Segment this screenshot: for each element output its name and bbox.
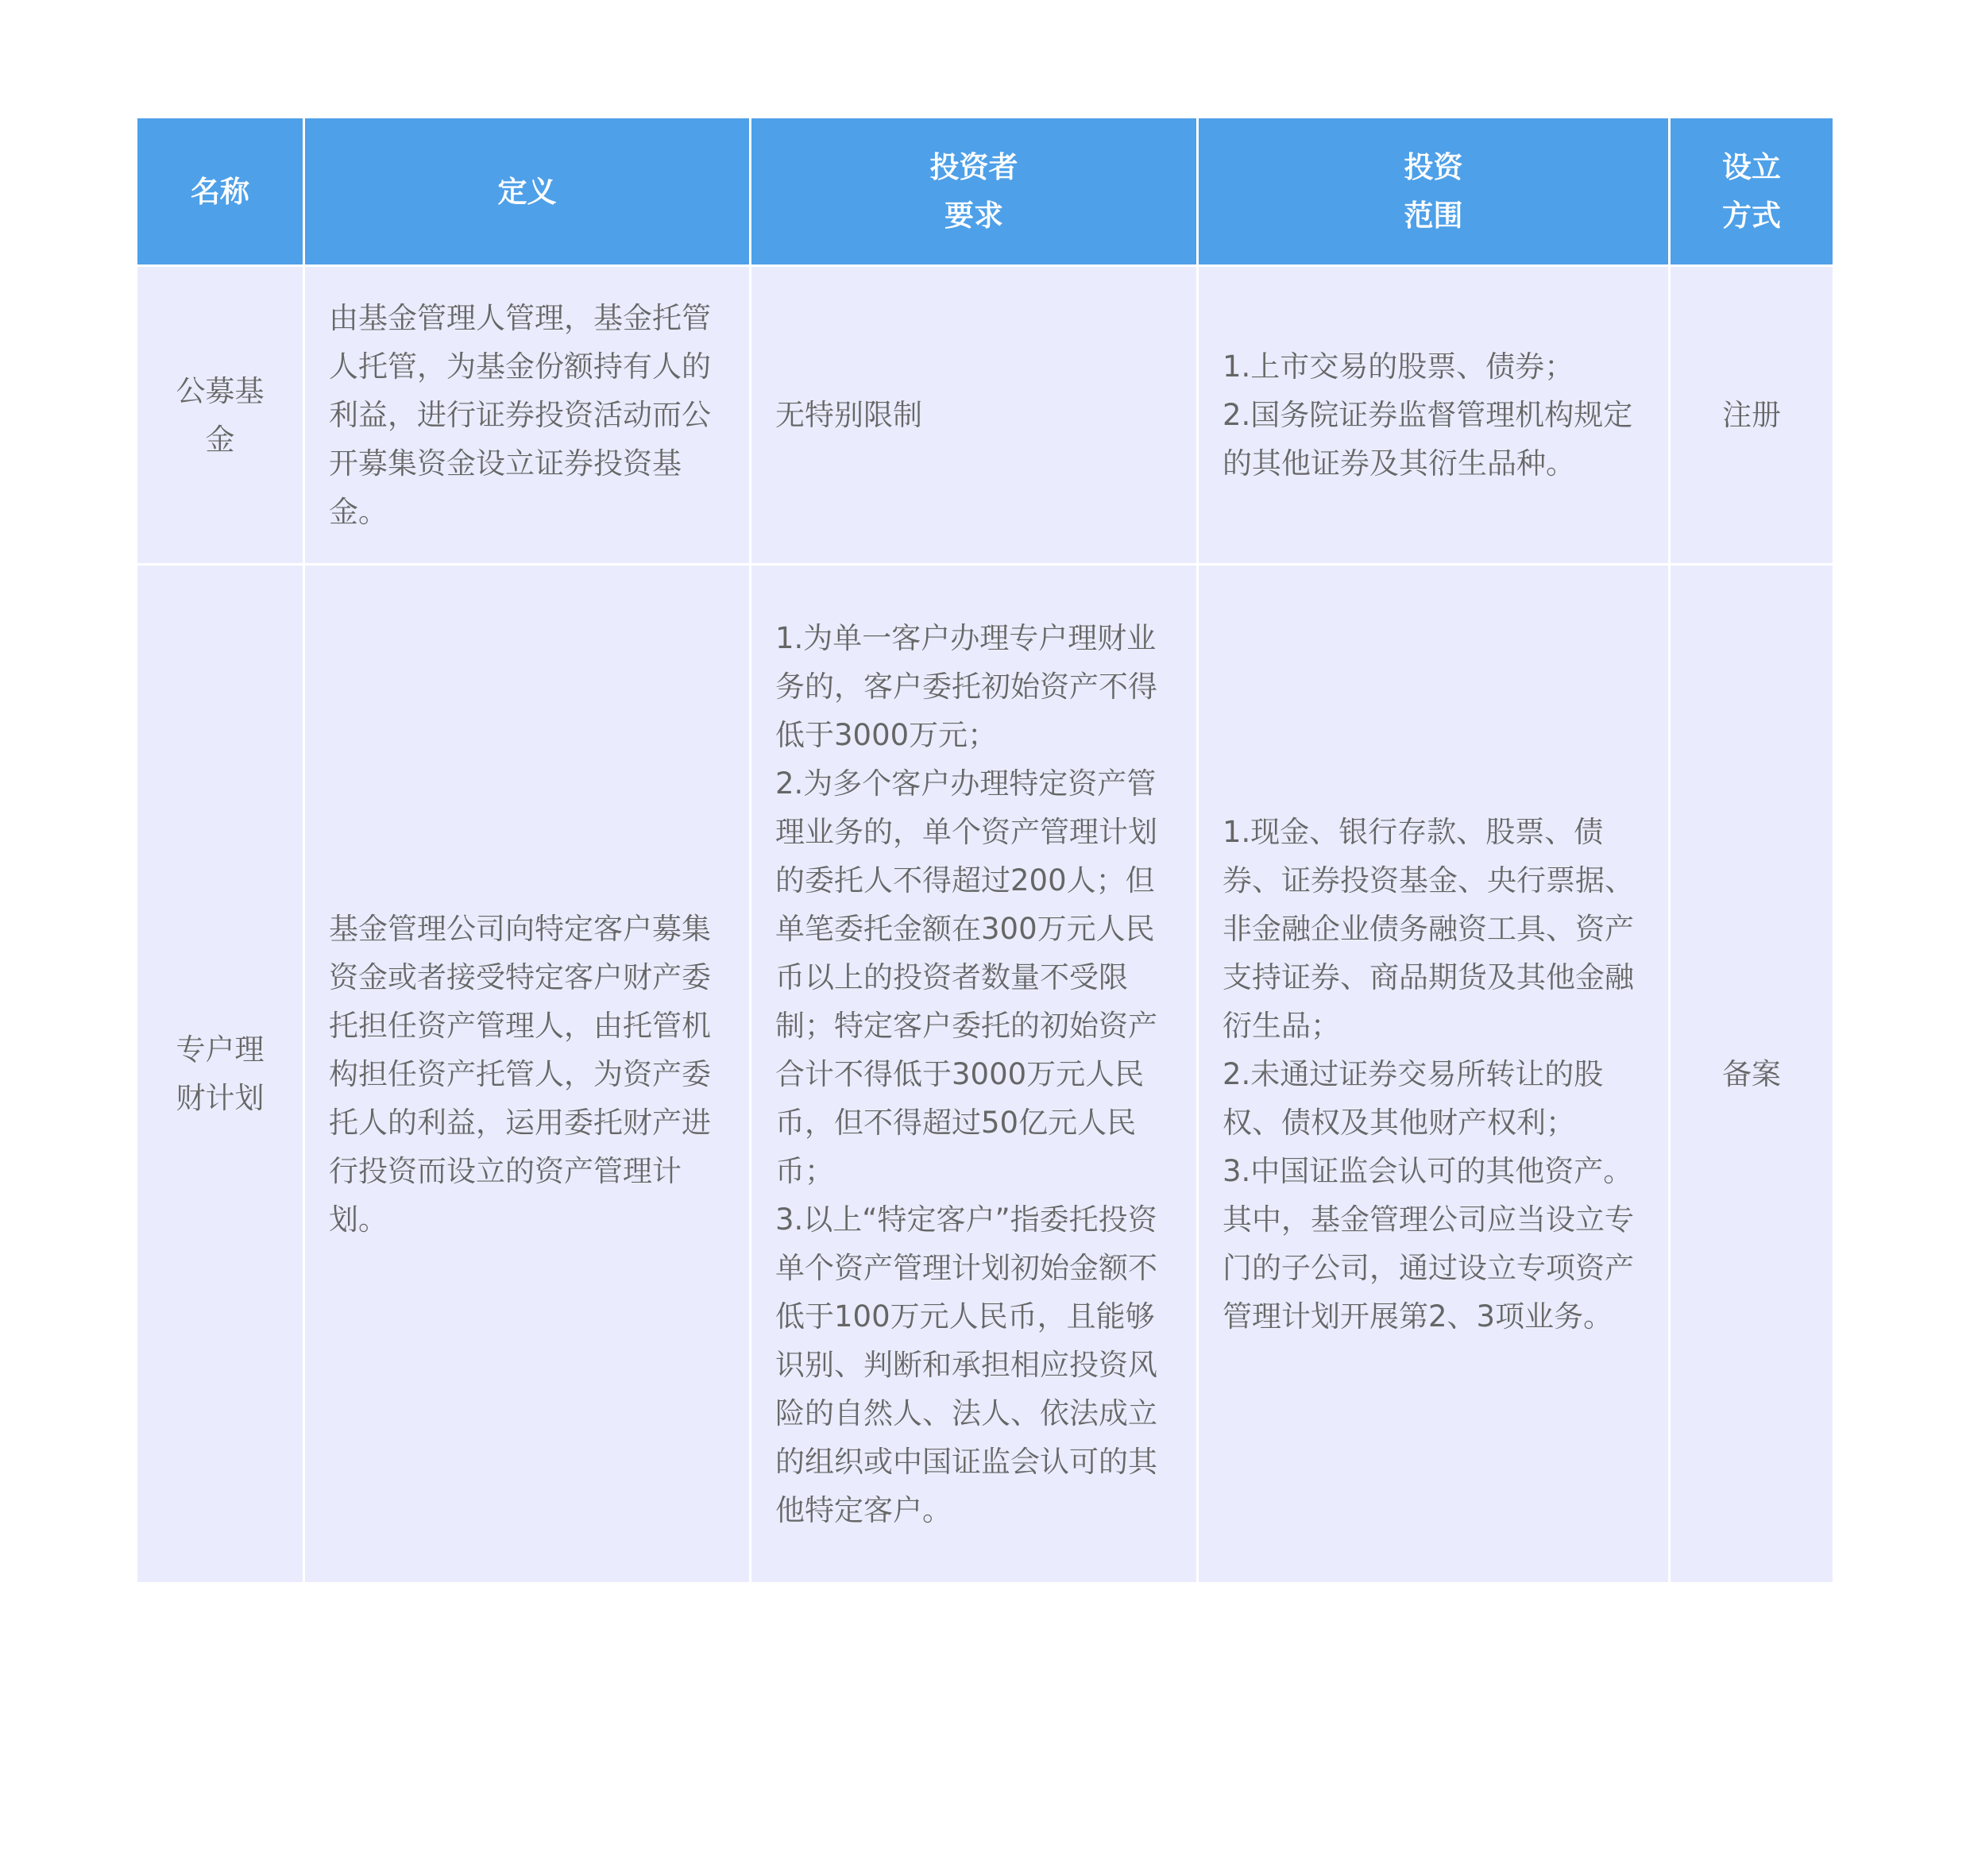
cell-investment-scope: 1.上市交易的股票、债券； 2.国务院证券监督管理机构规定的其他证券及其衍生品种。 <box>1198 266 1670 565</box>
table-row <box>137 266 1834 565</box>
cell-setup-method: 注册 <box>1670 266 1834 565</box>
cell-name: 专户理 财计划 <box>137 565 304 1584</box>
table-row <box>137 565 1834 1584</box>
header-definition: 定义 <box>304 118 751 266</box>
cell-setup-method: 备案 <box>1670 565 1834 1584</box>
header-name: 名称 <box>137 118 304 266</box>
header-investment-scope: 投资 范围 <box>1198 118 1670 266</box>
header-setup-method: 设立 方式 <box>1670 118 1834 266</box>
cell-name: 公募基 金 <box>137 266 304 565</box>
table-header-row <box>137 118 1834 266</box>
cell-definition: 基金管理公司向特定客户募集资金或者接受特定客户财产委托担任资产管理人，由托管机构担任资产托管人，为资产委托人的利益，运用委托财产进行投资而设立的资产管理计划。 <box>304 565 751 1584</box>
cell-investor-requirement: 1.为单一客户办理专户理财业务的，客户委托初始资产不得低于3000万元； 2.为多个客户办理特定资产管理业务的，单个资产管理计划的委托人不得超过200人；但单笔委托金额在300万元人民币以上的投资者数量不受限制；特定客户委托的初始资产合计不得低于3000万元人民币，但不得超过50亿元人民币； 3.以上“特定客户”指委托投资单个资产管理计划初始金额不低于100万元人民币，且能够识别、判断和承担相应投资风险的自然人、法人、依法成立的组织或中国证监会认可的其他特定客户。 <box>751 565 1198 1584</box>
header-investor-requirement: 投资者 要求 <box>751 118 1198 266</box>
cell-definition: 由基金管理人管理，基金托管人托管，为基金份额持有人的利益，进行证券投资活动而公开募集资金设立证券投资基金。 <box>304 266 751 565</box>
cell-investment-scope: 1.现金、银行存款、股票、债券、证券投资基金、央行票据、非金融企业债务融资工具、资产支持证券、商品期货及其他金融衍生品； 2.未通过证券交易所转让的股权、债权及其他财产权利； 3.中国证监会认可的其他资产。 其中，基金管理公司应当设立专门的子公司，通过设立专项资产管理计划开展第2、3项业务。 <box>1198 565 1670 1584</box>
fund-comparison-table <box>135 116 1835 1585</box>
cell-investor-requirement: 无特别限制 <box>751 266 1198 565</box>
